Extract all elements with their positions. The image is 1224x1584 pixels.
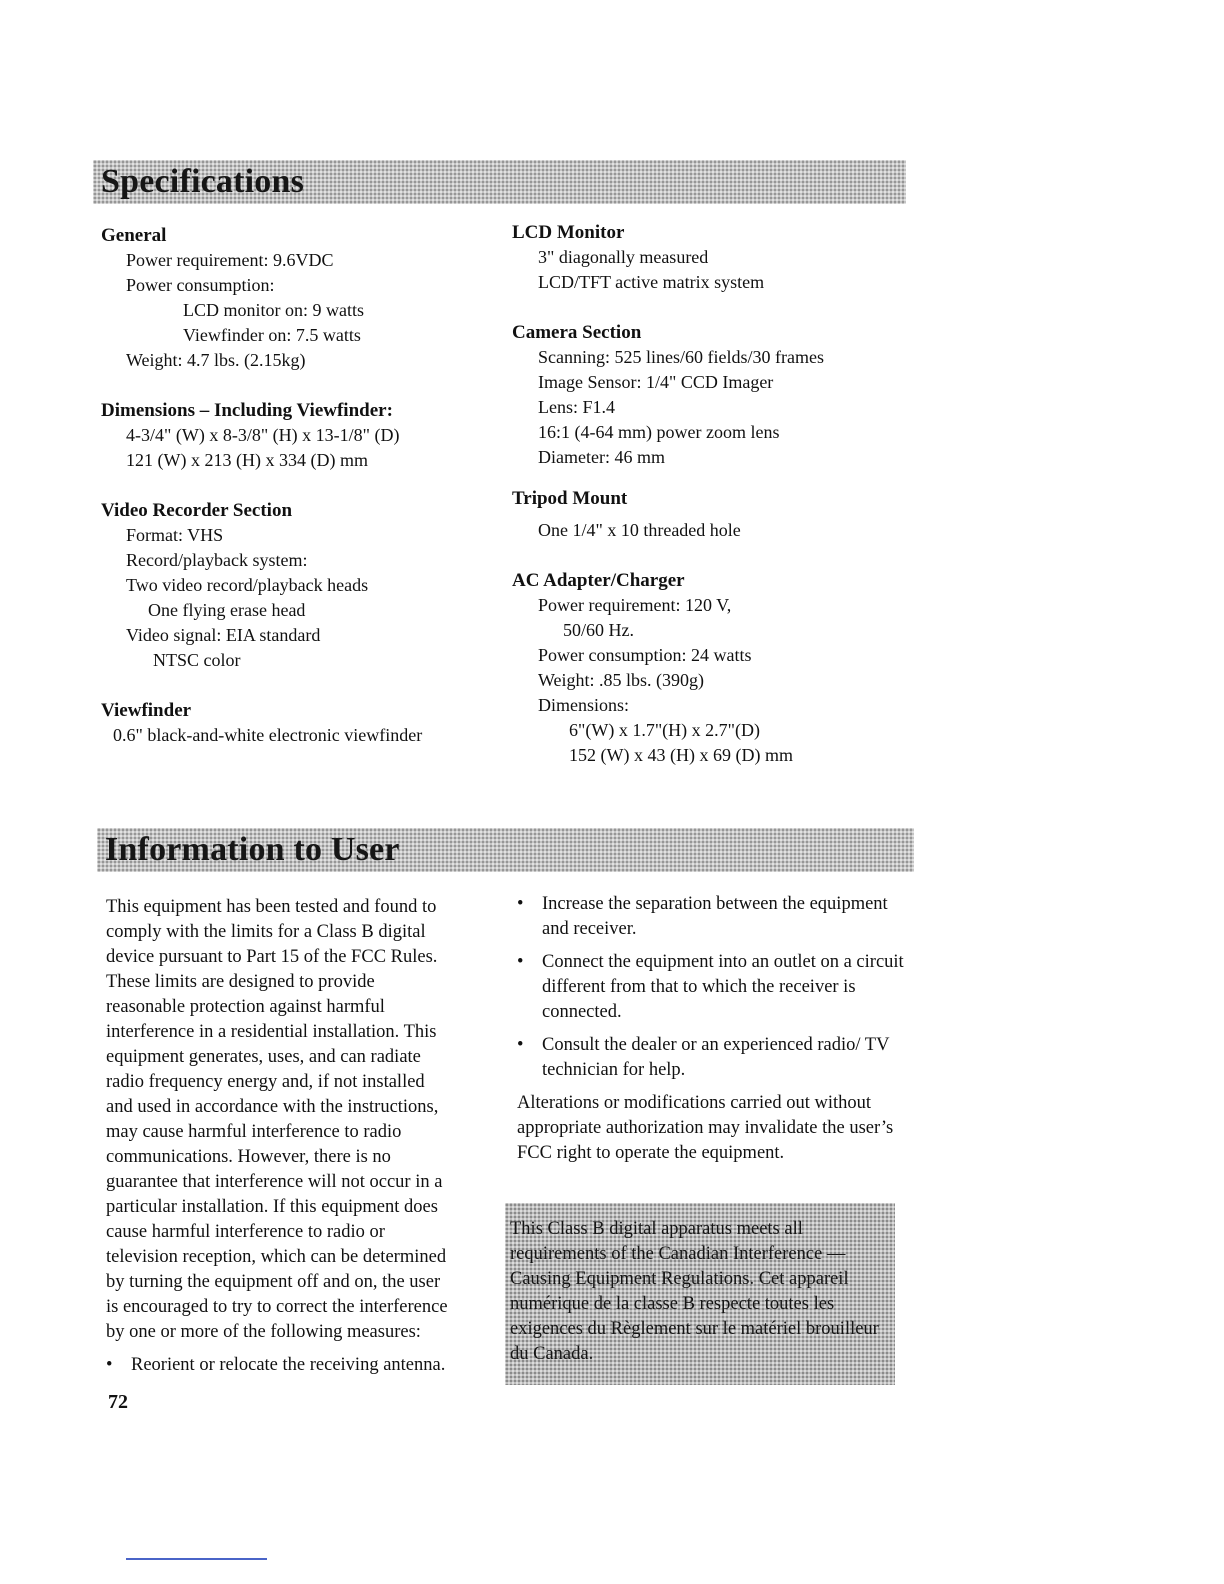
video-recorder-format: Format: VHS <box>126 525 224 545</box>
spacer <box>512 295 912 320</box>
fcc-line: communications. However, there is no <box>106 1147 391 1167</box>
tripod-hole: One 1/4" x 10 threaded hole <box>538 520 741 540</box>
spacer <box>101 473 501 498</box>
video-recorder-heads: Two video record/playback heads <box>126 575 369 595</box>
general-power-requirement: Power requirement: 9.6VDC <box>126 250 334 270</box>
fcc-line: cause harmful interference to radio or <box>106 1222 385 1242</box>
camera-sensor: Image Sensor: 1/4" CCD Imager <box>538 372 774 392</box>
camera-heading: Camera Section <box>512 322 642 343</box>
ac-adapter-frequency: 50/60 Hz. <box>563 620 634 640</box>
ac-adapter-dimensions-label: Dimensions: <box>538 695 630 715</box>
spacer <box>512 511 912 518</box>
ac-adapter-heading: AC Adapter/Charger <box>512 570 685 591</box>
lcd-monitor-heading: LCD Monitor <box>512 222 625 243</box>
information-right-column <box>517 892 907 1166</box>
alterations-paragraph: Alterations or modifications carried out without appropriate authorization may invalidate the user’s FCC right to operate the equipment. <box>517 1093 894 1163</box>
bullet-outlet: • Connect the equipment into an outlet on a circuit different from that to which the receiver is connected. <box>517 950 907 1025</box>
camera-diameter: Diameter: 46 mm <box>538 447 665 467</box>
camera-lens: Lens: F1.4 <box>538 397 616 417</box>
footer-rule <box>126 1558 267 1560</box>
ac-adapter-power-consumption: Power consumption: 24 watts <box>538 645 752 665</box>
viewfinder-description: 0.6" black-and-white electronic viewfinder <box>113 725 423 745</box>
canada-notice-text: This Class B digital apparatus meets all requirements of the Canadian Interference — Causing Equipment Regulations. Cet appareil numérique de la classe B respecte toutes les exigences du Règlement sur le matériel brouilleur du Canada. <box>510 1219 879 1364</box>
bullet-consult: • Consult the dealer or an experienced radio/ TV technician for help. <box>517 1033 907 1083</box>
viewfinder-heading: Viewfinder <box>101 700 192 721</box>
general-weight: Weight: 4.7 lbs. (2.15kg) <box>126 350 306 370</box>
specs-right-column <box>512 220 912 768</box>
specifications-header-band <box>93 160 906 204</box>
spacer <box>101 673 501 698</box>
dimensions-metric: 121 (W) x 213 (H) x 334 (D) mm <box>126 450 368 470</box>
fcc-line: may cause harmful interference to radio <box>106 1122 402 1142</box>
fcc-line: is encouraged to try to correct the interference <box>106 1297 448 1317</box>
fcc-line: radio frequency energy and, if not installed <box>106 1072 425 1092</box>
fcc-line: comply with the limits for a Class B digital <box>106 922 426 942</box>
fcc-line: by turning the equipment off and on, the user <box>106 1272 441 1292</box>
general-viewfinder-on: Viewfinder on: 7.5 watts <box>183 325 361 345</box>
specs-left-column <box>101 223 501 748</box>
lcd-monitor-system: LCD/TFT active matrix system <box>538 272 765 292</box>
tripod-heading: Tripod Mount <box>512 488 628 509</box>
fcc-line: reasonable protection against harmful <box>106 997 385 1017</box>
fcc-line: particular installation. If this equipment does <box>106 1197 438 1217</box>
canada-notice-box <box>505 1203 895 1385</box>
fcc-line: interference in a residential installation. This <box>106 1022 437 1042</box>
video-recorder-record-system: Record/playback system: <box>126 550 308 570</box>
lcd-monitor-size: 3" diagonally measured <box>538 247 709 267</box>
fcc-statement <box>106 895 491 1345</box>
ac-adapter-dim-imperial: 6"(W) x 1.7"(H) x 2.7"(D) <box>569 720 760 740</box>
camera-scanning: Scanning: 525 lines/60 fields/30 frames <box>538 347 824 367</box>
ac-adapter-dim-metric: 152 (W) x 43 (H) x 69 (D) mm <box>569 745 793 765</box>
fcc-line: by one or more of the following measures: <box>106 1322 421 1342</box>
video-recorder-video-signal: Video signal: EIA standard <box>126 625 321 645</box>
fcc-line: This equipment has been tested and found to <box>106 897 437 917</box>
dimensions-heading: Dimensions – Including Viewfinder: <box>101 400 393 421</box>
bullet-reorient: • Reorient or relocate the receiving antenna. <box>106 1353 491 1378</box>
general-power-consumption: Power consumption: <box>126 275 275 295</box>
video-recorder-heading: Video Recorder Section <box>101 500 293 521</box>
ac-adapter-weight: Weight: .85 lbs. (390g) <box>538 670 705 690</box>
fcc-line: equipment generates, uses, and can radiate <box>106 1047 421 1067</box>
bullet-separation: • Increase the separation between the equipment and receiver. <box>517 892 907 942</box>
information-left-column <box>106 895 491 1386</box>
dimensions-imperial: 4-3/4" (W) x 8-3/8" (H) x 13-1/8" (D) <box>126 425 400 445</box>
spacer <box>512 543 912 568</box>
camera-zoom: 16:1 (4-64 mm) power zoom lens <box>538 422 780 442</box>
fcc-line: guarantee that interference will not occur in a <box>106 1172 443 1192</box>
general-lcd-monitor-on: LCD monitor on: 9 watts <box>183 300 364 320</box>
page-number: 72 <box>108 1391 128 1413</box>
information-header-band <box>97 828 914 872</box>
specifications-title: Specifications <box>101 163 305 200</box>
fcc-line: television reception, which can be determined <box>106 1247 447 1267</box>
fcc-line: device pursuant to Part 15 of the FCC Rules. <box>106 947 438 967</box>
general-heading: General <box>101 225 167 246</box>
spacer <box>106 1345 491 1353</box>
spacer <box>512 470 912 486</box>
information-title: Information to User <box>105 831 400 868</box>
spacer <box>101 373 501 398</box>
fcc-line: These limits are designed to provide <box>106 972 375 992</box>
fcc-line: and used in accordance with the instructions, <box>106 1097 439 1117</box>
video-recorder-erase-head: One flying erase head <box>148 600 306 620</box>
video-recorder-ntsc: NTSC color <box>153 650 241 670</box>
ac-adapter-power-requirement: Power requirement: 120 V, <box>538 595 732 615</box>
